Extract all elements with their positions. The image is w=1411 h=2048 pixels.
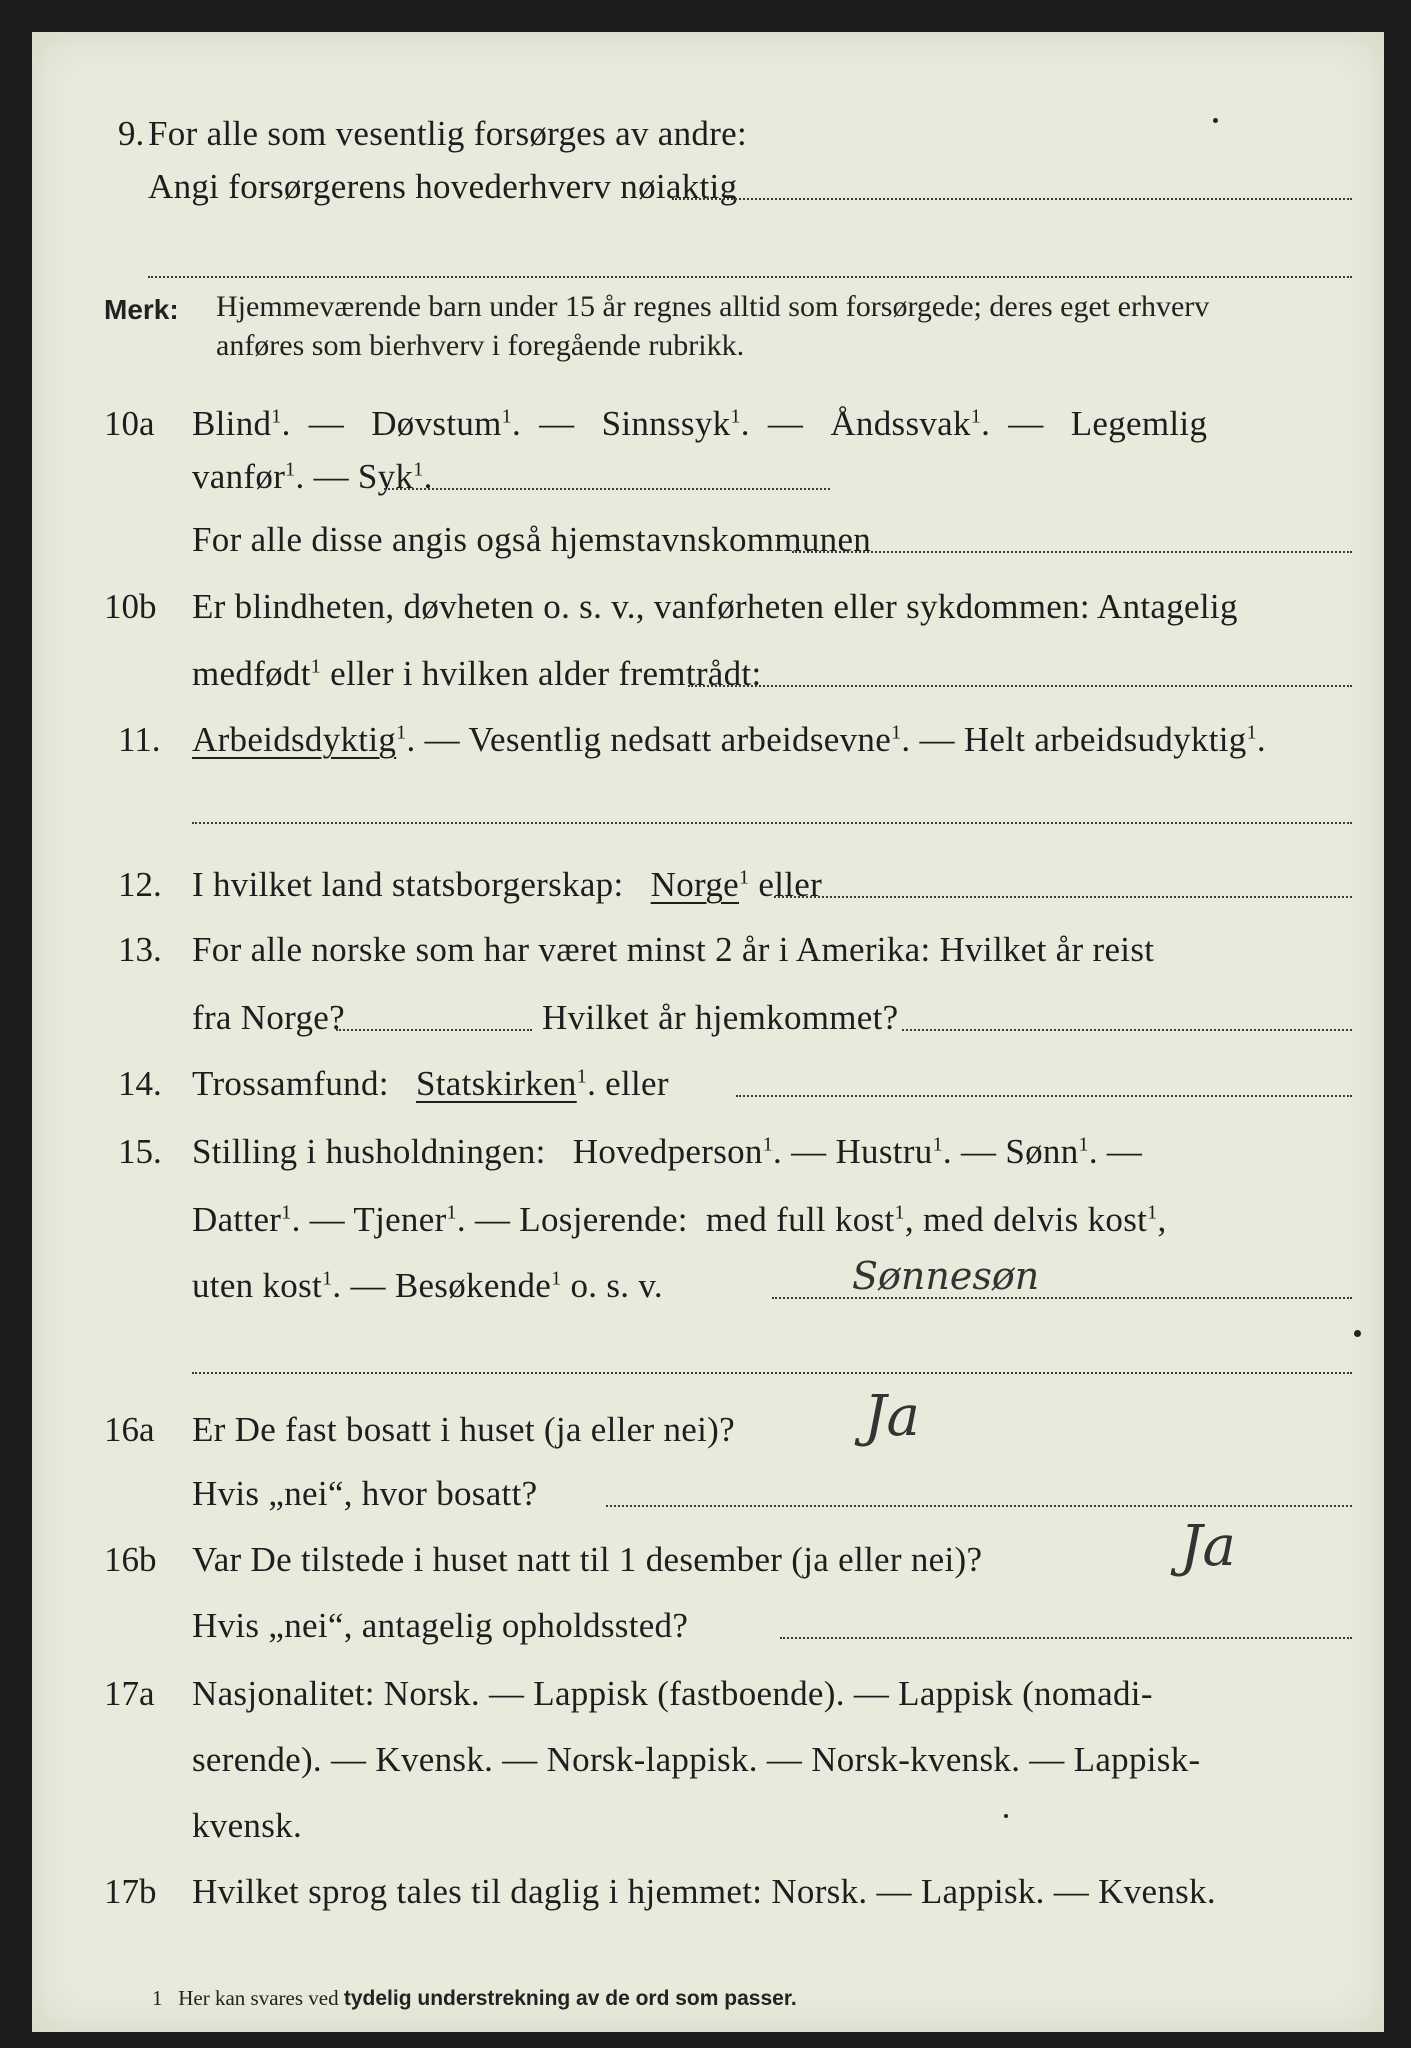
- q13-reist-field[interactable]: [336, 1029, 532, 1031]
- q17a-line1: Nasjonalitet: Norsk. — Lappisk (fastboende). — Lappisk (nomadi-: [192, 1674, 1153, 1713]
- merk-line1: Hjemmeværende barn under 15 år regnes alltid som forsørgede; deres eget erhverv: [216, 290, 1210, 323]
- q15-line3: uten kost$^1$. — Besøkende$^1$ o. s. v.: [192, 1266, 663, 1305]
- merk-line2: anføres som bierhverv i foregående rubrikk.: [216, 329, 745, 362]
- q15-answer-field-2[interactable]: [192, 1372, 1352, 1374]
- q13-line2a: fra Norge?: [192, 998, 345, 1037]
- q14-selected-option[interactable]: Statskirken: [415, 1064, 577, 1103]
- q10a-number: 10a: [104, 404, 155, 443]
- q17a-line3: kvensk.: [192, 1806, 303, 1845]
- q15-line1: Stilling i husholdningen: Hovedperson$^1$. — Hustru$^1$. — Sønn$^1$. —: [192, 1132, 1143, 1171]
- q16a-number: 16a: [104, 1410, 155, 1449]
- footnote: 1 Her kan svares ved tydelig understrekning av de ord som passer.: [152, 1986, 797, 2010]
- q9-line2: Angi forsørgerens hovederhverv nøiaktig: [148, 167, 738, 206]
- q17b-line1: Hvilket sprog tales til daglig i hjemmet: Norsk. — Lappisk. — Kvensk.: [192, 1872, 1216, 1911]
- q10a-answer-field[interactable]: [384, 488, 830, 490]
- q9-line1: For alle som vesentlig forsørges av andre:: [148, 114, 748, 153]
- q16b-line1: Var De tilstede i huset natt til 1 desember (ja eller nei)?: [192, 1540, 983, 1579]
- q9-number: 9.: [118, 114, 145, 153]
- q11-line: Arbeidsdyktig$^1$. — Vesentlig nedsatt arbeidsevne$^1$. — Helt arbeidsudyktig$^1$.: [192, 720, 1266, 759]
- q9-answer-field[interactable]: [672, 198, 1352, 200]
- q15-line2: Datter$^1$. — Tjener$^1$. — Losjerende: med full kost$^1$, med delvis kost$^1$,: [192, 1200, 1167, 1239]
- q17b-number: 17b: [104, 1872, 157, 1911]
- q16a-line1: Er De fast bosatt i huset (ja eller nei)?: [192, 1410, 735, 1449]
- q16a-answer-field[interactable]: [606, 1505, 1352, 1507]
- q16a-line2: Hvis „nei“, hvor bosatt?: [192, 1474, 538, 1513]
- q13-line1: For alle norske som har været minst 2 år i Amerika: Hvilket år reist: [192, 930, 1155, 969]
- ink-speck: [1004, 1814, 1008, 1818]
- q11-selected-option[interactable]: Arbeidsdyktig: [192, 720, 397, 759]
- q10b-line2: medfødt$^1$ eller i hvilken alder fremtrådt:: [192, 654, 762, 693]
- q16b-number: 16b: [104, 1540, 157, 1579]
- q13-hjemkommet-field[interactable]: [902, 1029, 1352, 1031]
- q12-line: I hvilket land statsborgerskap: Norge$^1$ eller: [192, 865, 823, 904]
- q10a-line1: Blind$^1$. — Døvstum$^1$. — Sinnssyk$^1$. — Åndssvak$^1$. — Legemlig: [192, 404, 1208, 443]
- q11-answer-field[interactable]: [192, 822, 1352, 824]
- q14-line: Trossamfund: Statskirken$^1$. eller: [192, 1064, 669, 1103]
- ink-speck: [1354, 1330, 1361, 1337]
- q10a-line3: For alle disse angis også hjemstavnskommunen: [192, 520, 872, 559]
- q16b-line2: Hvis „nei“, antagelig opholdssted?: [192, 1606, 689, 1645]
- q15-number: 15.: [118, 1132, 162, 1171]
- q10b-number: 10b: [104, 587, 157, 626]
- q12-answer-field[interactable]: [774, 896, 1352, 898]
- q11-number: 11.: [118, 720, 161, 759]
- q14-number: 14.: [118, 1064, 162, 1103]
- q14-answer-field[interactable]: [736, 1095, 1352, 1097]
- q9-answer-field-2[interactable]: [148, 276, 1352, 278]
- q15-handwritten-answer[interactable]: Sønnesøn: [852, 1254, 1040, 1298]
- q12-selected-option[interactable]: Norge: [650, 865, 739, 904]
- q12-number: 12.: [118, 865, 162, 904]
- merk-label: Merk:: [104, 294, 179, 325]
- q10a-line2: vanfør$^1$. — Syk$^1$.: [192, 457, 433, 496]
- census-form-page: [32, 32, 1384, 2032]
- ink-speck: [1213, 118, 1218, 123]
- q10a-hjemstavn-field[interactable]: [792, 551, 1352, 553]
- q13-line2b: Hvilket år hjemkommet?: [542, 998, 899, 1037]
- q16b-answer-field[interactable]: [780, 1637, 1352, 1639]
- q16b-handwritten-answer[interactable]: Ja: [1180, 1514, 1236, 1579]
- q10b-answer-field[interactable]: [688, 685, 1352, 687]
- q10b-line1: Er blindheten, døvheten o. s. v., vanførheten eller sykdommen: Antagelig: [192, 587, 1238, 626]
- q16a-handwritten-answer[interactable]: Ja: [864, 1384, 920, 1449]
- q13-number: 13.: [118, 930, 162, 969]
- q17a-number: 17a: [104, 1674, 155, 1713]
- q17a-line2: serende). — Kvensk. — Norsk-lappisk. — Norsk-kvensk. — Lappisk-: [192, 1740, 1201, 1779]
